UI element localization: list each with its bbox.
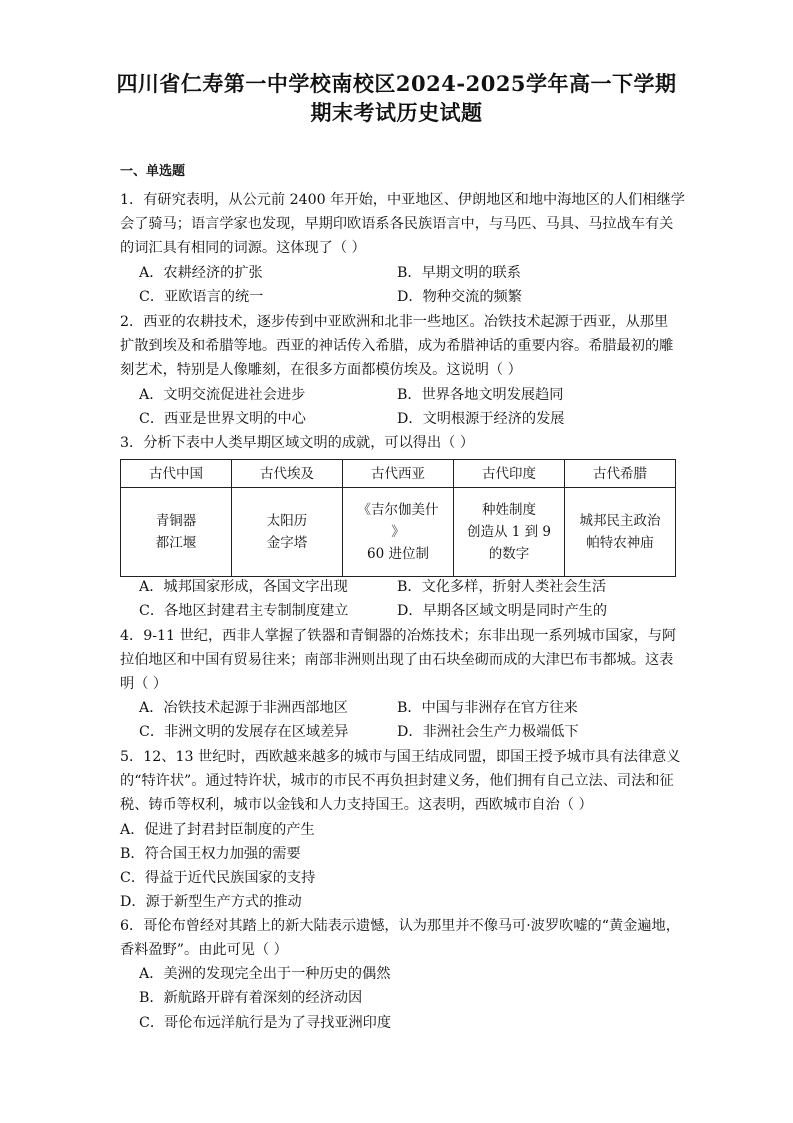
question-1 [120, 188, 685, 260]
cell-line: 种姓制度 [482, 502, 536, 518]
question-text-line: 的词汇具有相同的词源。这体现了（ ） [120, 240, 366, 256]
option-d[interactable]: D．文明根源于经济的发展 [397, 411, 565, 427]
option-row [139, 599, 659, 623]
option-row [139, 696, 659, 720]
table-header-cell: 古代西亚 [343, 460, 454, 488]
table-cell [232, 488, 343, 577]
cell-line: 》 [391, 524, 405, 540]
table-header-cell: 古代埃及 [232, 460, 343, 488]
cell-line: 都江堰 [155, 535, 197, 551]
option-a[interactable]: A．城邦国家形成，各国文字出现 [139, 579, 348, 595]
table-cell [565, 488, 676, 577]
option-c[interactable]: C．得益于近代民族国家的支持 [120, 870, 316, 886]
option-a[interactable]: A．冶铁技术起源于非洲西部地区 [139, 700, 348, 716]
option-d[interactable]: D．非洲社会生产力极端低下 [397, 724, 579, 740]
table-cell [343, 488, 454, 577]
question-text-line: 5．12、13 世纪时，西欧越来越多的城市与国王结成同盟，即国王授予城市具有法律意义 [120, 749, 681, 765]
table-header-cell: 古代希腊 [565, 460, 676, 488]
question-text-line: 刻艺术，特别是人像雕刻，在很多方面都模仿埃及。这说明（ ） [120, 362, 522, 378]
question-text-line: 拉伯地区和中国有贸易往来；南部非洲则出现了由石块垒砌而成的大津巴布韦都城。这表 [120, 652, 674, 668]
cell-line: 青铜器 [155, 513, 197, 529]
option-b[interactable]: B．符合国王权力加强的需要 [120, 846, 301, 862]
table-header-cell: 古代中国 [121, 460, 232, 488]
option-row [139, 407, 659, 431]
option-a[interactable]: A．农耕经济的扩张 [139, 265, 263, 281]
table-header-cell: 古代印度 [454, 460, 565, 488]
table-cell [454, 488, 565, 577]
question-text-line: 税、铸币等权利，城市以金钱和人力支持国王。这表明，西欧城市自治（ ） [120, 797, 593, 813]
option-a[interactable]: A．文明交流促进社会进步 [139, 387, 306, 403]
exam-title-line-2: 期末考试历史试题 [310, 100, 483, 125]
option-c[interactable]: C．哥伦布远洋航行是为了寻找亚洲印度 [139, 1015, 392, 1031]
cell-line: 的数字 [488, 546, 530, 562]
question-4 [120, 624, 676, 696]
table-cell [121, 488, 232, 577]
option-row [139, 575, 659, 599]
question-6 [120, 914, 680, 962]
cell-line: 《吉尔伽美什 [357, 502, 439, 518]
cell-line: 城邦民主政治 [579, 513, 661, 529]
cell-line: 60 进位制 [367, 546, 429, 562]
table-row [121, 488, 676, 577]
question-5 [120, 745, 681, 817]
option-d[interactable]: D．物种交流的频繁 [397, 289, 522, 305]
option-d[interactable]: D．源于新型生产方式的推动 [120, 894, 302, 910]
question-text-line: 明（ ） [120, 676, 168, 692]
cell-line: 金字塔 [266, 535, 308, 551]
cell-line: 太阳历 [266, 513, 308, 529]
section-heading: 一、单选题 [120, 164, 186, 179]
question-2 [120, 310, 676, 382]
option-b[interactable]: B．世界各地文明发展趋同 [397, 387, 564, 403]
question-3 [120, 431, 676, 455]
exam-title-line-1: 四川省仁寿第一中学校南校区2024-2025学年高一下学期 [116, 71, 677, 96]
option-c[interactable]: C．非洲文明的发展存在区域差异 [139, 724, 349, 740]
option-row [139, 383, 659, 407]
option-row [139, 285, 659, 309]
option-c[interactable]: C．亚欧语言的统一 [139, 289, 264, 305]
question-text-line: 2．西亚的农耕技术，逐步传到中亚欧洲和北非一些地区。冶铁技术起源于西亚，从那里 [120, 314, 669, 330]
question-text-line: 香料盈野”。由此可见（ ） [120, 942, 288, 958]
table-header-row [121, 460, 676, 488]
option-a[interactable]: A．促进了封君封臣制度的产生 [120, 822, 315, 838]
option-b[interactable]: B．早期文明的联系 [397, 265, 521, 281]
option-c[interactable]: C．各地区封建君主专制制度建立 [139, 603, 349, 619]
question-text-line: 4．9-11 世纪，西非人掌握了铁器和青铜器的冶炼技术；东非出现一系列城市国家，与阿 [120, 628, 677, 644]
civilization-table [120, 459, 676, 577]
question-text-line: 3．分析下表中人类早期区域文明的成就，可以得出（ ） [120, 435, 475, 451]
cell-line: 创造从 1 到 9 [466, 524, 552, 540]
question-text-line: 的“特许状”。通过特许状，城市的市民不再负担封建义务，他们拥有自己立法、司法和征 [120, 773, 674, 789]
option-b[interactable]: B．文化多样，折射人类社会生活 [397, 579, 607, 595]
question-text-line: 6．哥伦布曾经对其踏上的新大陆表示遗憾，认为那里并不像马可·波罗吹嘘的“黄金遍地， [120, 918, 680, 934]
option-b[interactable]: B．中国与非洲存在官方往来 [397, 700, 578, 716]
question-text-line: 扩散到埃及和希腊等地。西亚的神话传入希腊，成为希腊神话的重要内容。希腊最初的雕 [120, 338, 674, 354]
option-c[interactable]: C．西亚是世界文明的中心 [139, 411, 306, 427]
option-d[interactable]: D．早期各区域文明是同时产生的 [397, 603, 608, 619]
question-text-line: 1．有研究表明，从公元前 2400 年开始，中亚地区、伊朗地区和地中海地区的人们相继学 [120, 192, 685, 208]
option-row [139, 261, 659, 285]
cell-line: 帕特农神庙 [586, 535, 654, 551]
option-row [139, 720, 659, 744]
option-b[interactable]: B．新航路开辟有着深刻的经济动因 [139, 990, 363, 1006]
option-a[interactable]: A．美洲的发现完全出于一种历史的偶然 [139, 966, 391, 982]
question-text-line: 会了骑马；语言学家也发现，早期印欧语系各民族语言中，与马匹、马具、马拉战车有关 [120, 216, 674, 232]
